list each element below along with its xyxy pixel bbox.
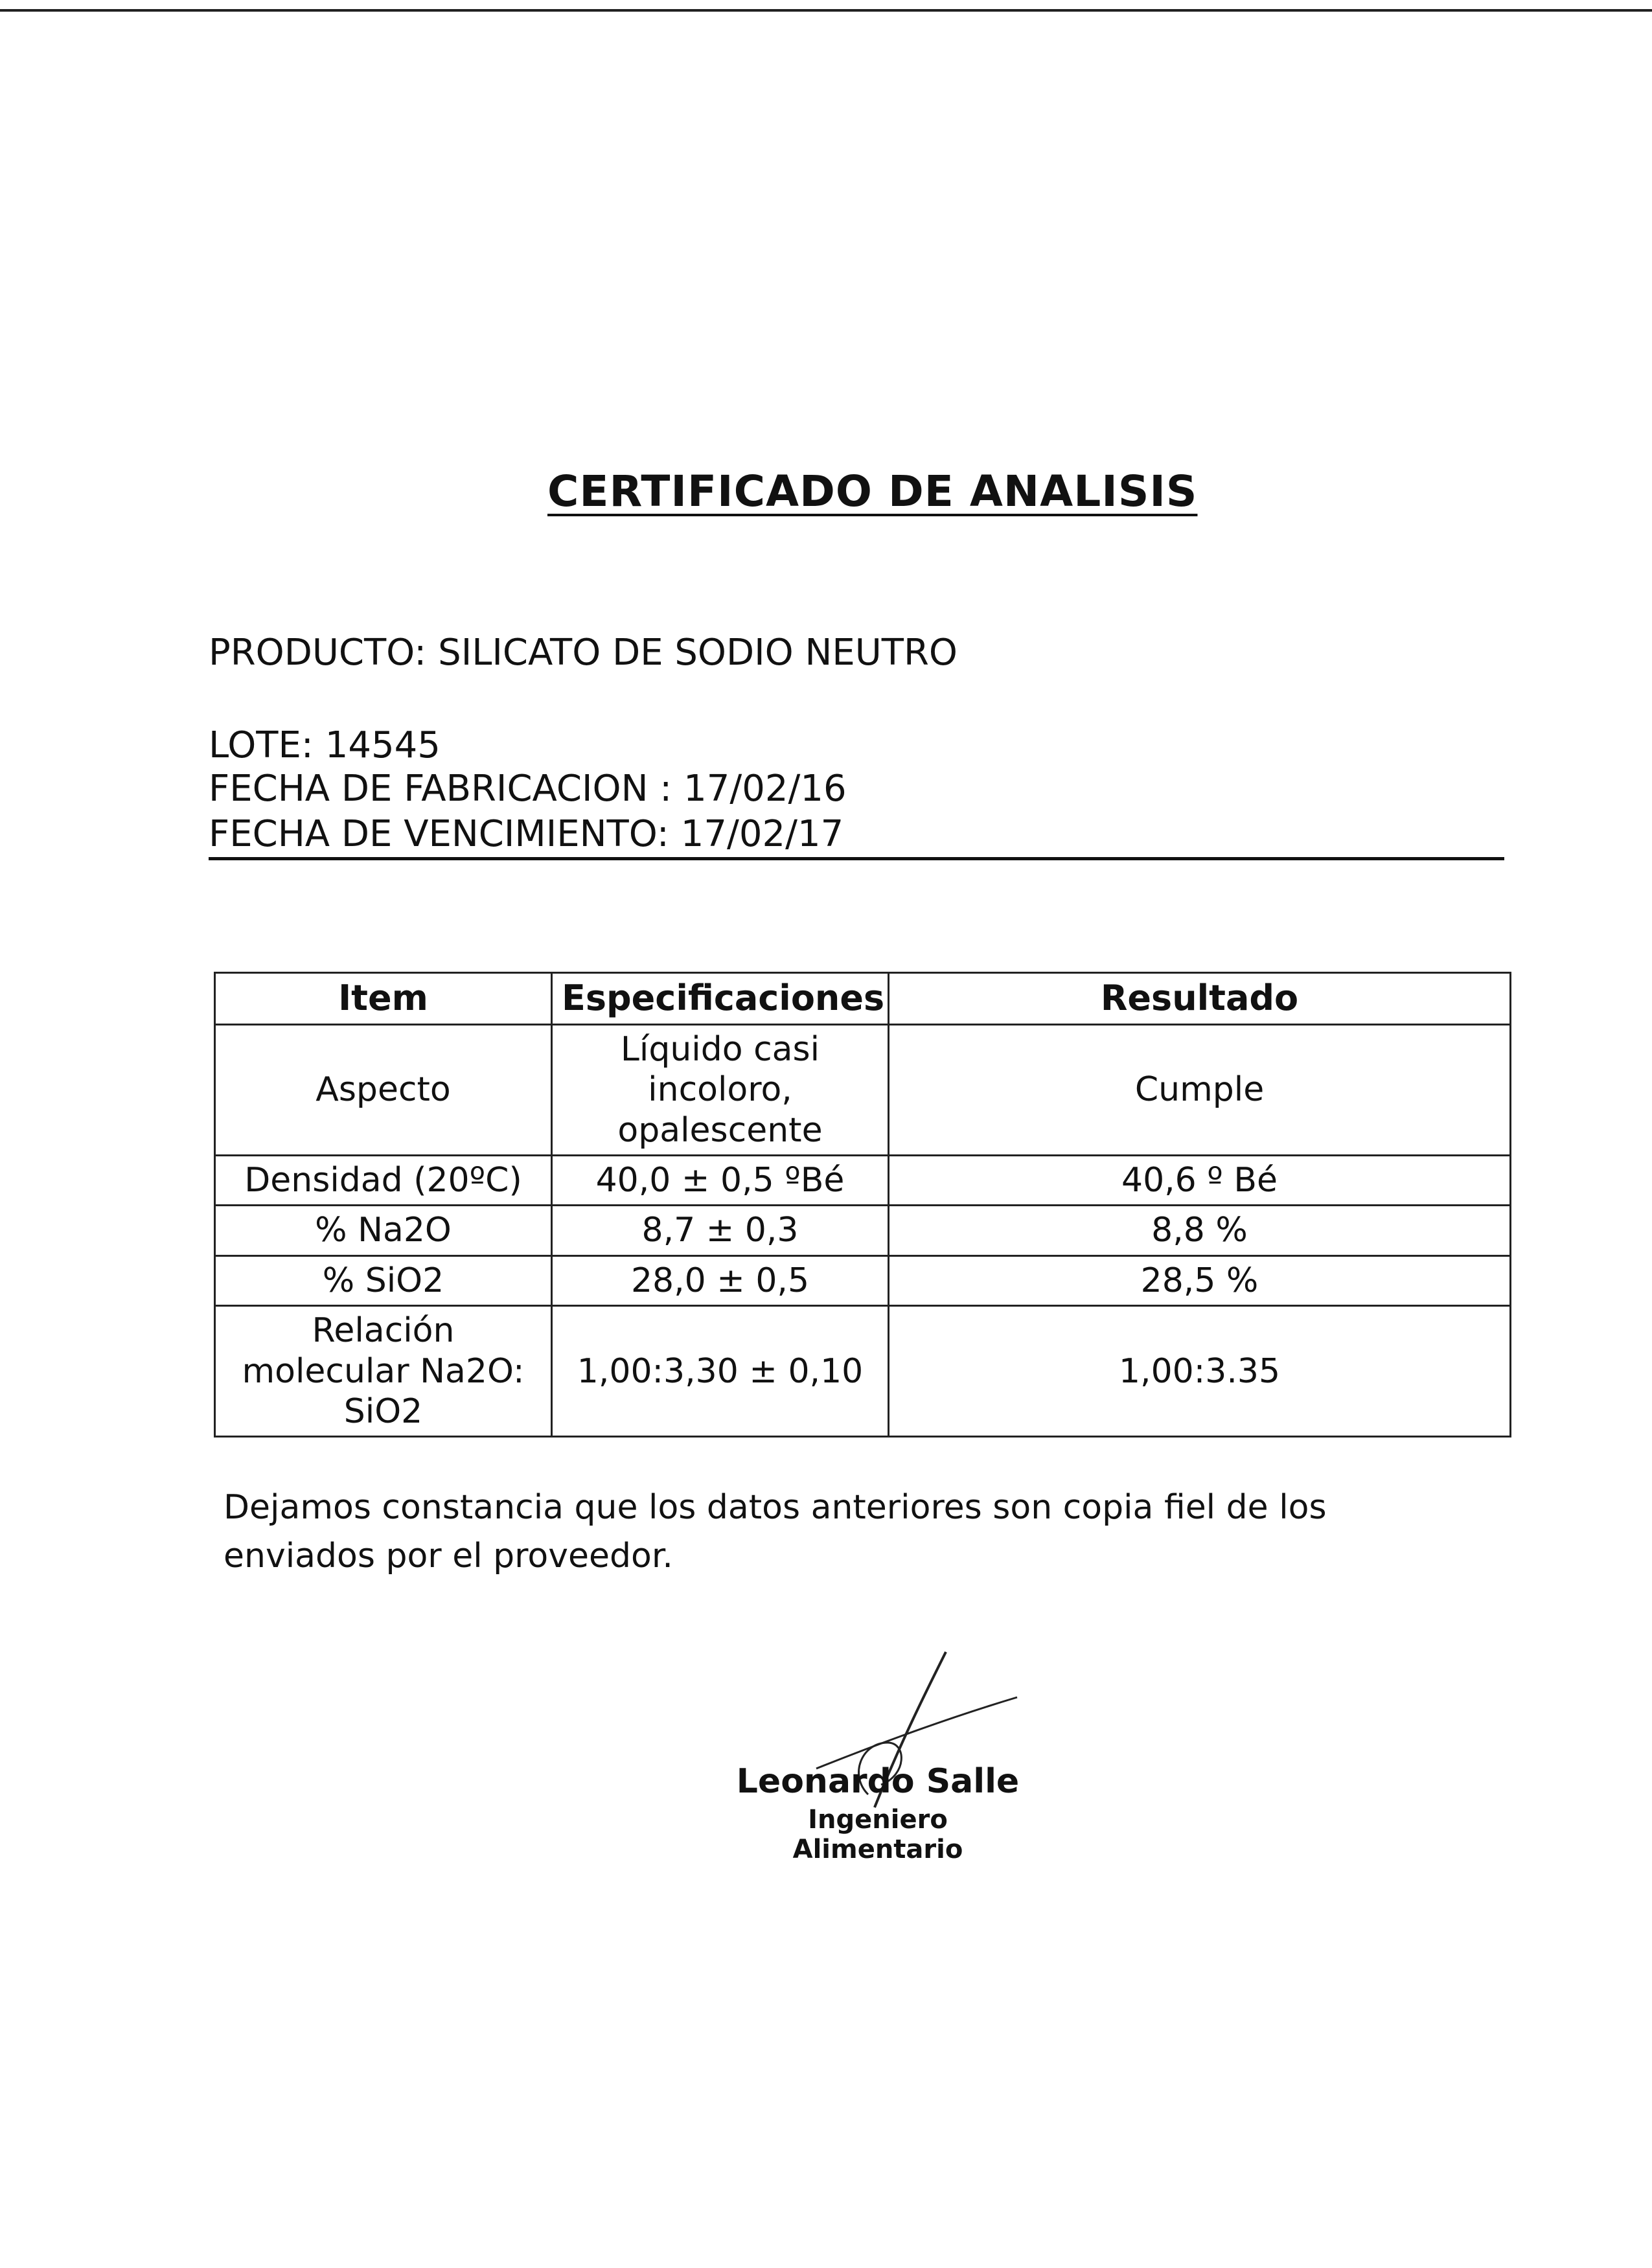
result-cell: Cumple bbox=[889, 1024, 1511, 1155]
table-row bbox=[215, 1024, 1511, 1155]
table-row bbox=[215, 1255, 1511, 1305]
product-value: SILICATO DE SODIO NEUTRO bbox=[438, 632, 958, 674]
item-cell: % SiO2 bbox=[215, 1255, 552, 1305]
expiry-date-value: 17/02/17 bbox=[680, 813, 844, 855]
result-cell: 40,6 º Bé bbox=[889, 1155, 1511, 1205]
header-result: Resultado bbox=[889, 973, 1511, 1025]
expiry-date-line bbox=[209, 813, 843, 855]
top-border-line bbox=[0, 9, 1652, 12]
result-cell: 8,8 % bbox=[889, 1206, 1511, 1255]
header-specifications: Especificaciones bbox=[552, 973, 889, 1025]
table-row bbox=[215, 1206, 1511, 1255]
signer-name: Leonardo Salle bbox=[736, 1762, 1020, 1801]
lot-value: 14545 bbox=[325, 724, 441, 766]
info-divider bbox=[209, 857, 1504, 860]
item-cell: % Na2O bbox=[215, 1206, 552, 1255]
item-cell: Densidad (20ºC) bbox=[215, 1155, 552, 1205]
manufacture-date-value: 17/02/16 bbox=[683, 768, 847, 810]
result-cell: 28,5 % bbox=[889, 1255, 1511, 1305]
expiry-date-label: FECHA DE VENCIMIENTO: bbox=[209, 813, 669, 855]
document-title: CERTIFICADO DE ANALISIS bbox=[547, 466, 1198, 516]
product-label: PRODUCTO: bbox=[209, 632, 427, 674]
specification-cell: 8,7 ± 0,3 bbox=[552, 1206, 889, 1255]
lot-label: LOTE: bbox=[209, 724, 314, 766]
manufacture-date-label: FECHA DE FABRICACION : bbox=[209, 768, 672, 810]
signer-role: Ingeniero Alimentario bbox=[792, 1805, 963, 1864]
analysis-table bbox=[214, 972, 1511, 1438]
specification-cell: 28,0 ± 0,5 bbox=[552, 1255, 889, 1305]
product-line bbox=[209, 632, 958, 674]
item-cell: Aspecto bbox=[215, 1024, 552, 1155]
table-row bbox=[215, 1155, 1511, 1205]
header-item: Item bbox=[215, 973, 552, 1025]
specification-cell: 1,00:3,30 ± 0,10 bbox=[552, 1306, 889, 1437]
manufacture-date-line bbox=[209, 768, 847, 810]
signature-block bbox=[726, 1762, 1030, 1864]
specification-cell: Líquido casi incoloro, opalescente bbox=[552, 1024, 889, 1155]
specification-cell: 40,0 ± 0,5 ºBé bbox=[552, 1155, 889, 1205]
item-cell: Relación molecular Na2O: SiO2 bbox=[215, 1306, 552, 1437]
lot-line bbox=[209, 724, 441, 766]
declaration-note: Dejamos constancia que los datos anteriores son copia fiel de los enviados por el proveedor. bbox=[224, 1488, 1327, 1576]
result-cell: 1,00:3.35 bbox=[889, 1306, 1511, 1437]
table-header-row bbox=[215, 973, 1511, 1025]
table-row bbox=[215, 1306, 1511, 1437]
